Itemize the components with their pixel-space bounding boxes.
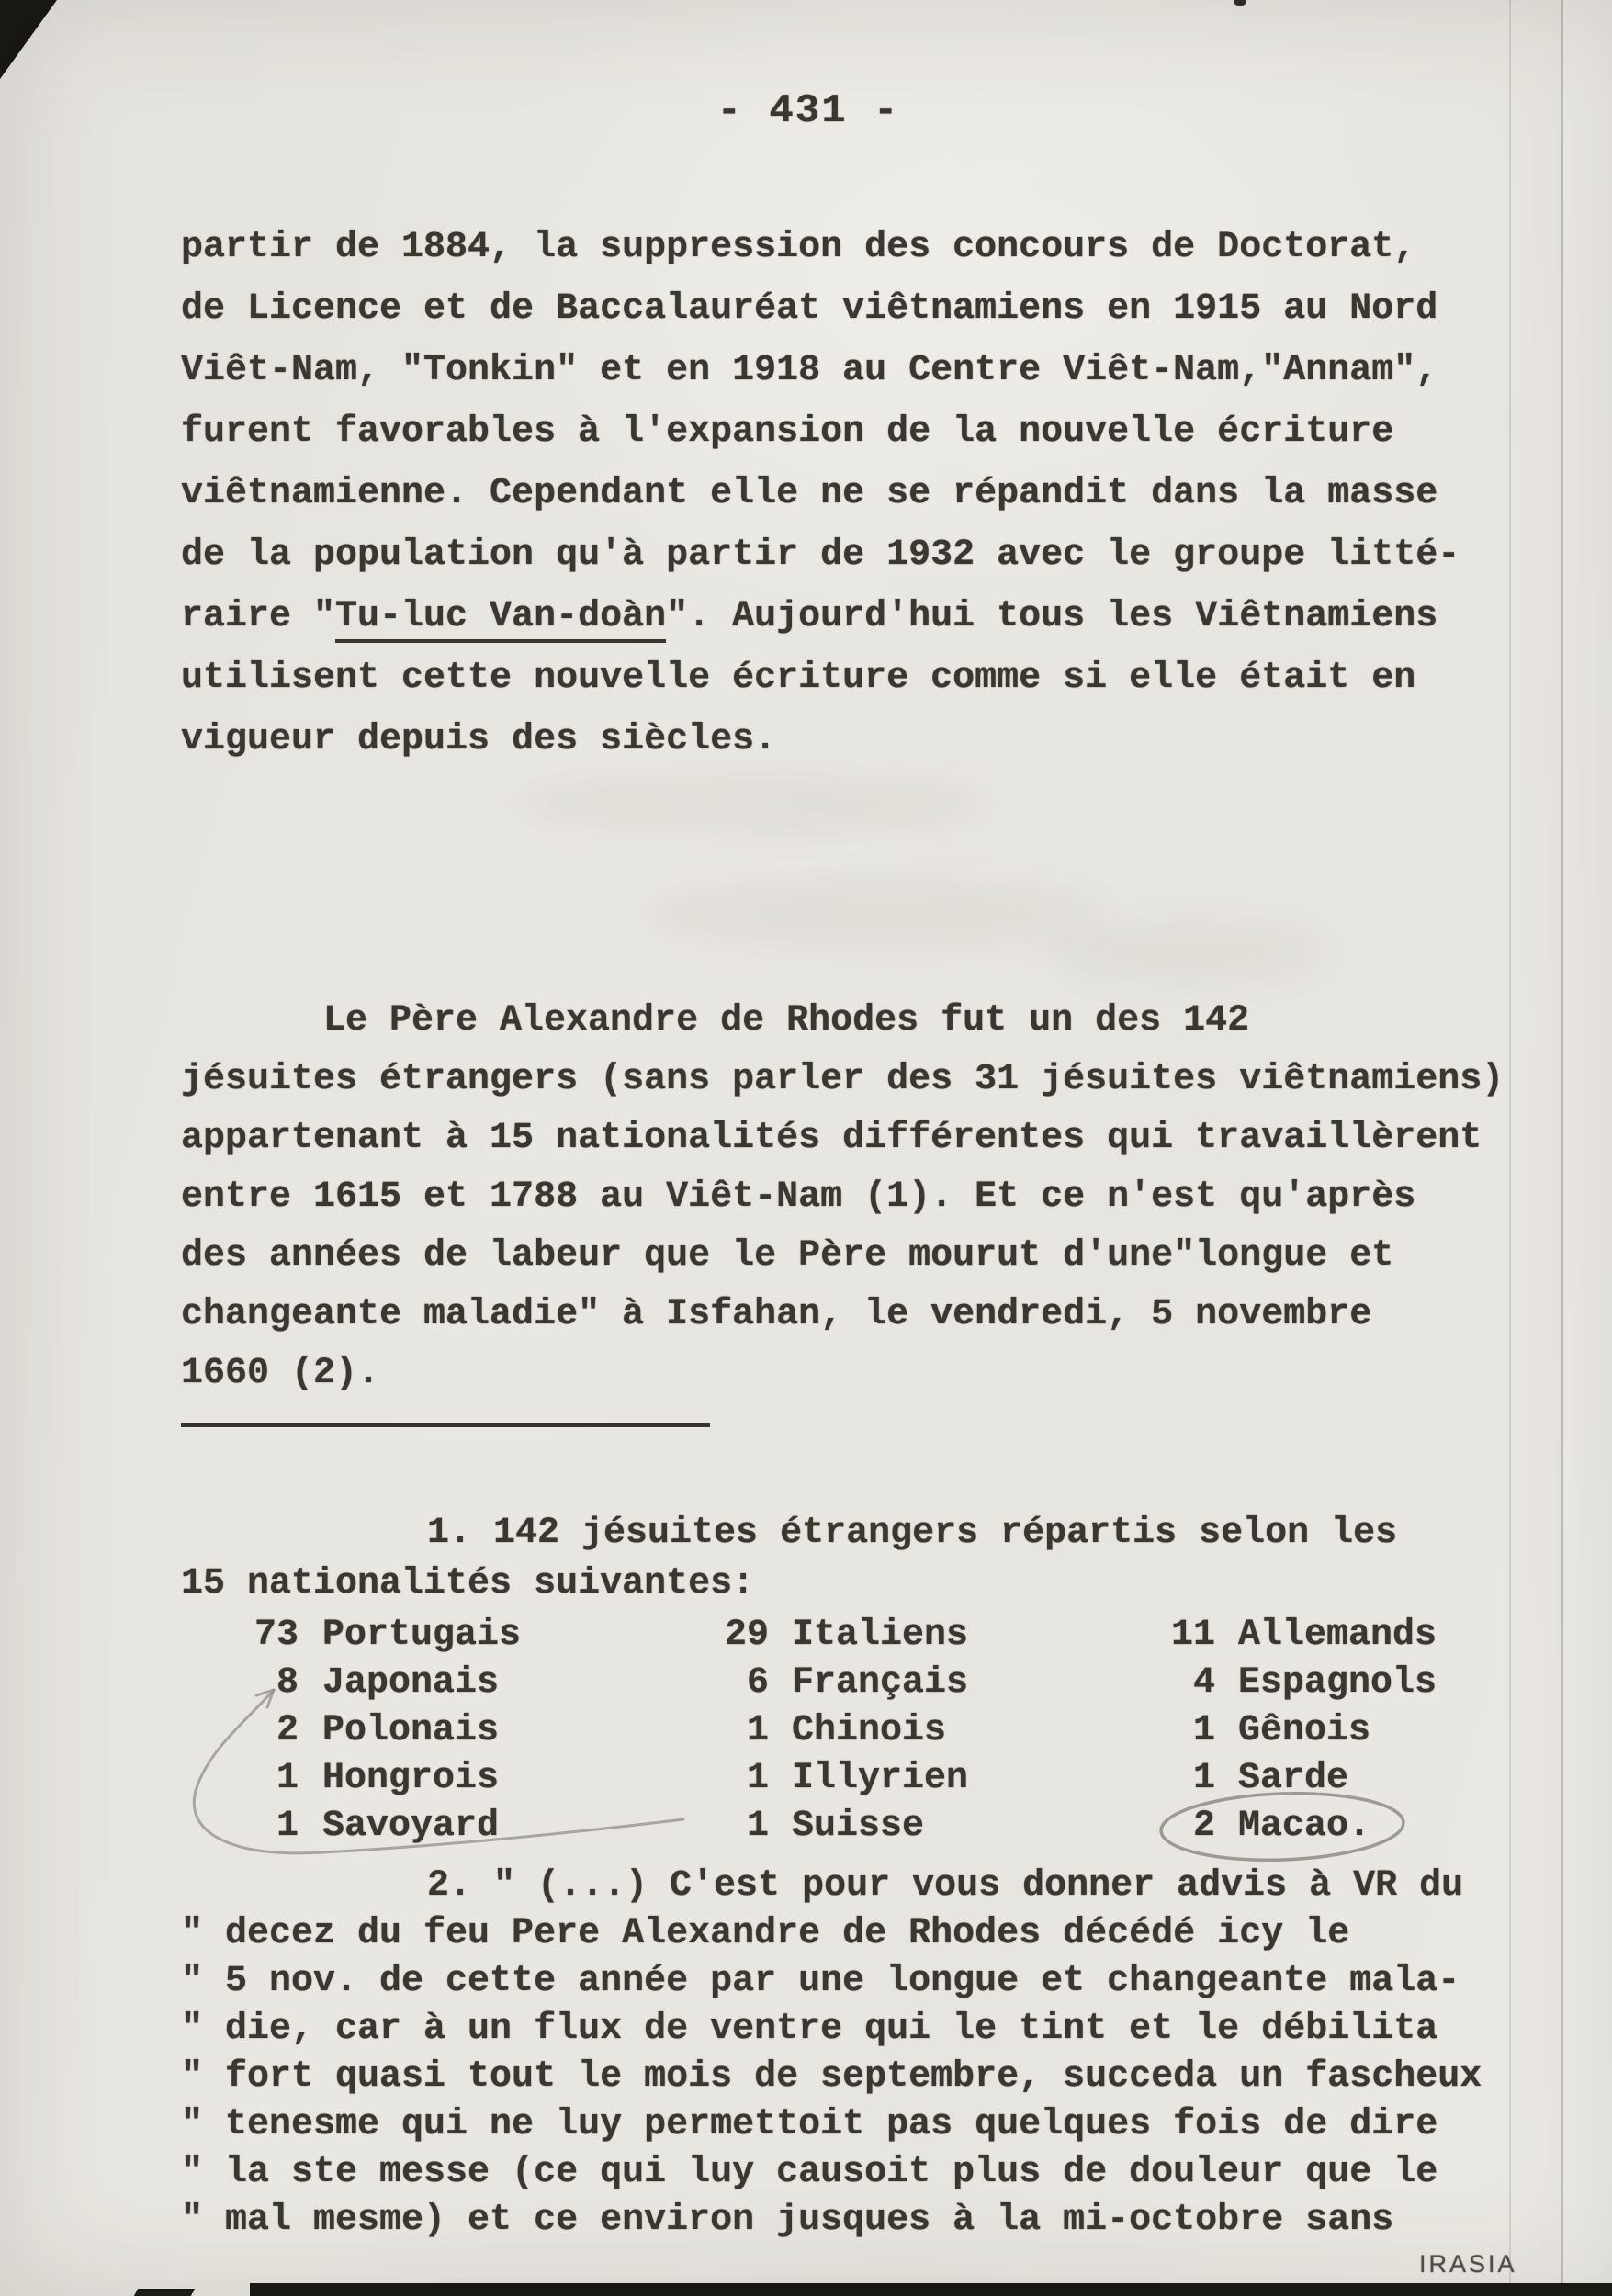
count-cell: 11: [1170, 1615, 1215, 1656]
table-row: [0, 1710, 1612, 1758]
count-cell: 1: [276, 1758, 299, 1799]
label-cell: Sarde: [1238, 1758, 1349, 1799]
text-line: de la population qu'à partir de 1932 avec le groupe litté-: [181, 535, 1460, 576]
text-line: des années de labeur que le Père mourut d'une"longue et: [181, 1235, 1394, 1277]
text-line: Le Père Alexandre de Rhodes fut un des 142: [323, 1000, 1250, 1041]
text-line: furent favorables à l'expansion de la nouvelle écriture: [181, 411, 1394, 453]
text-line: partir de 1884, la suppression des concours de Doctorat,: [181, 227, 1416, 268]
text-line: " la ste messe (ce qui luy causoit plus de douleur que le: [181, 2152, 1438, 2193]
count-cell: 29: [724, 1615, 769, 1656]
count-cell: 1: [1192, 1710, 1215, 1751]
label-cell: Polonais: [322, 1710, 500, 1751]
paper-edge-strip: [1563, 0, 1612, 2296]
text-line: " die, car à un flux de ventre qui le tint et le débilita: [181, 2009, 1438, 2050]
label-cell: Portugais: [322, 1615, 522, 1656]
text-line: utilisent cette nouvelle écriture comme si elle était en: [181, 658, 1416, 699]
table-row: [0, 1806, 1612, 1853]
label-cell: Gênois: [1238, 1710, 1371, 1751]
count-cell: 1: [746, 1758, 769, 1799]
paragraph-main-2: [181, 992, 1522, 1403]
text-line: " decez du feu Pere Alexandre de Rhodes décédé icy le: [181, 1913, 1350, 1954]
text-line: " tenesme qui ne luy permettoit pas quelques fois de dire: [181, 2104, 1438, 2145]
text-line: " fort quasi tout le mois de septembre, succeda un fascheux: [181, 2056, 1482, 2098]
watermark-label: IRASIA: [1419, 2250, 1517, 2278]
count-cell: 6: [746, 1662, 769, 1704]
text-line: " mal mesme) et ce environ jusques à la mi-octobre sans: [181, 2200, 1394, 2241]
count-cell: 73: [254, 1615, 299, 1656]
paper-smudge: [1047, 928, 1323, 978]
text-line: jésuites étrangers (sans parler des 31 jésuites viêtnamiens): [181, 1059, 1505, 1100]
footnote-2: [181, 1863, 1522, 2245]
label-cell: Espagnols: [1238, 1662, 1437, 1704]
text-line: viêtnamienne. Cependant elle ne se répandit dans la masse: [181, 473, 1438, 514]
text-line: de Licence et de Baccalauréat viêtnamiens en 1915 au Nord: [181, 288, 1438, 330]
underlined-title: Tu-luc Van-doàn: [335, 596, 666, 643]
text-line: vigueur depuis des siècles.: [181, 719, 777, 760]
label-cell: Japonais: [322, 1662, 500, 1704]
scan-bottom-wedge: [134, 2289, 196, 2296]
footnote-separator-rule: [181, 1423, 710, 1427]
count-cell: 4: [1192, 1662, 1215, 1704]
paragraph-main-1: [181, 217, 1522, 771]
text-segment: ". Aujourd'hui tous les Viêtnamiens: [666, 596, 1438, 637]
label-cell: Français: [792, 1662, 969, 1704]
footnote-1-intro: [181, 1508, 1522, 1609]
label-cell: Hongrois: [322, 1758, 500, 1799]
text-segment: raire ": [181, 596, 336, 637]
text-line: appartenant à 15 nationalités différentes qui travaillèrent: [181, 1118, 1482, 1159]
scan-speck: [1234, 0, 1246, 6]
count-cell: 1: [746, 1710, 769, 1751]
paper-smudge: [643, 882, 1102, 946]
table-row: [0, 1758, 1612, 1806]
nationality-table: [0, 1615, 1612, 1853]
text-line: 15 nationalités suivantes:: [181, 1563, 755, 1604]
label-cell: Chinois: [792, 1710, 947, 1751]
table-row: [0, 1615, 1612, 1662]
scan-corner-artifact: [0, 0, 57, 79]
text-line: 1660 (2).: [181, 1353, 380, 1394]
text-line: 1. 142 jésuites étrangers répartis selon les: [427, 1513, 1398, 1554]
count-cell: 1: [276, 1806, 299, 1847]
label-cell: Macao.: [1238, 1806, 1371, 1847]
scan-bottom-band: [250, 2283, 1612, 2296]
label-cell: Suisse: [792, 1806, 925, 1847]
count-cell: 8: [276, 1662, 299, 1704]
page-number: - 431 -: [716, 88, 900, 134]
text-line: changeante maladie" à Isfahan, le vendredi, 5 novembre: [181, 1294, 1372, 1335]
text-line: entre 1615 et 1788 au Viêt-Nam (1). Et ce n'est qu'après: [181, 1176, 1416, 1218]
count-cell: 2: [276, 1710, 299, 1751]
text-line-with-underline: [181, 586, 1522, 647]
label-cell: Italiens: [792, 1615, 969, 1656]
label-cell: Allemands: [1238, 1615, 1437, 1656]
count-cell: 1: [1192, 1758, 1215, 1799]
text-line: " 5 nov. de cette année par une longue et changeante mala-: [181, 1961, 1460, 2002]
text-line: 2. " (...) C'est pour vous donner advis à VR du: [427, 1865, 1464, 1907]
label-cell: Savoyard: [322, 1806, 500, 1847]
count-cell: 1: [746, 1806, 769, 1847]
label-cell: Illyrien: [792, 1758, 969, 1799]
text-line: Viêt-Nam, "Tonkin" et en 1918 au Centre Viêt-Nam,"Annam",: [181, 350, 1438, 391]
paper-smudge: [514, 776, 992, 831]
table-row: [0, 1662, 1612, 1710]
count-cell: 2: [1192, 1806, 1215, 1847]
